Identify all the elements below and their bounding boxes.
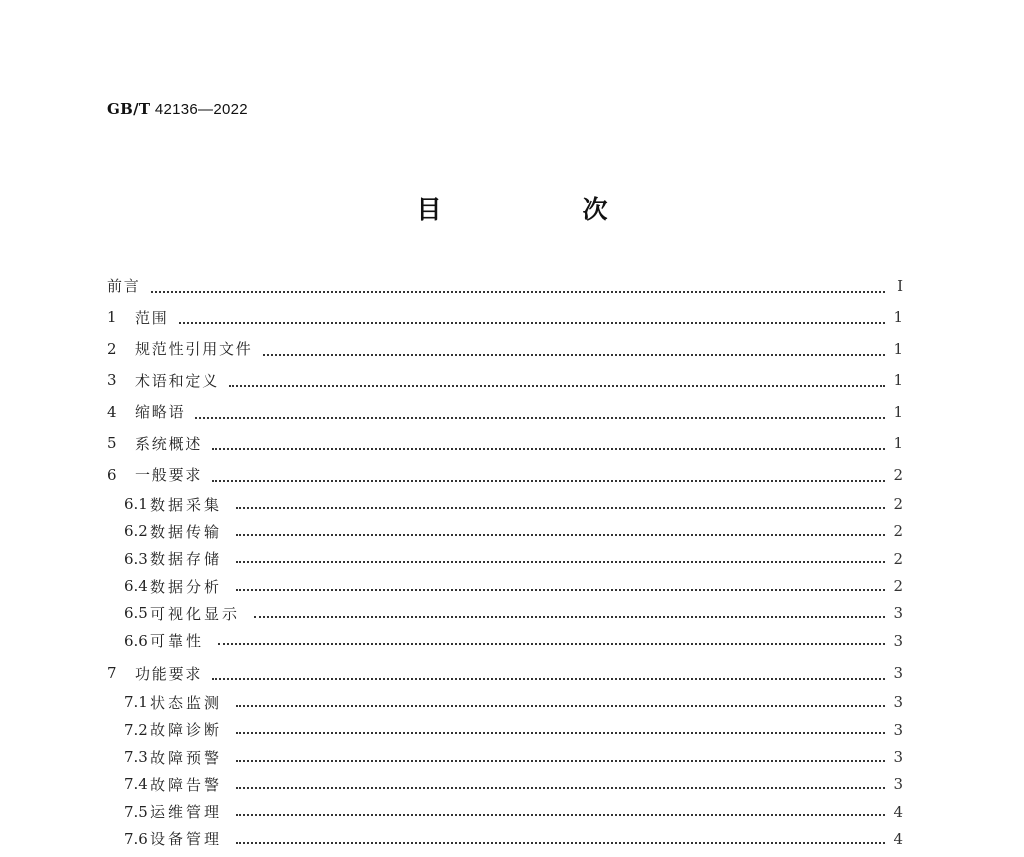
toc-entry-page: 1 (893, 308, 903, 327)
toc-entry-number: 7.6 (124, 829, 148, 848)
toc-entry-number: 6.1 (124, 495, 148, 514)
toc-dot-leader (236, 492, 885, 509)
toc-entry-number: 6.2 (124, 522, 148, 541)
toc-entry-label: 数据存储 (150, 550, 223, 569)
toc-entry-label: 数据传输 (150, 522, 223, 541)
toc-entry[interactable] (107, 572, 903, 599)
toc-title: 目 次 (416, 195, 666, 224)
toc-entry-label: 功能要求 (135, 664, 203, 683)
toc-entry[interactable] (107, 825, 903, 852)
toc-entry-page: 3 (893, 693, 903, 712)
toc-entry-page: 2 (893, 465, 903, 484)
toc-entry[interactable] (107, 771, 903, 798)
toc-entry-number: 7.2 (124, 720, 148, 739)
toc-dot-leader (179, 307, 885, 324)
toc-entry-page: 2 (893, 522, 903, 541)
toc-entry-page: 2 (893, 549, 903, 568)
toc-entry-label: 数据采集 (150, 495, 223, 514)
toc-entry-label: 前言 (107, 277, 141, 296)
toc-entry-page: 4 (893, 829, 903, 848)
toc-entry-label: 系统概述 (135, 434, 203, 453)
toc-entry-label: 运维管理 (150, 803, 223, 822)
toc-entry-label: 状态监测 (150, 693, 223, 712)
toc-dot-leader (236, 745, 885, 762)
toc-entry-number: 7.1 (124, 693, 148, 712)
table-of-contents (107, 270, 903, 853)
toc-entry[interactable] (107, 657, 903, 689)
toc-entry-page: 1 (893, 371, 903, 390)
toc-dot-leader (212, 465, 885, 482)
toc-entry[interactable] (107, 545, 903, 572)
toc-entry[interactable] (107, 743, 903, 770)
toc-dot-leader (236, 546, 885, 563)
toc-entry-label: 故障告警 (150, 775, 223, 794)
toc-entry[interactable] (107, 333, 903, 365)
toc-entry[interactable] (107, 798, 903, 825)
toc-entry-page: 4 (893, 802, 903, 821)
toc-dot-leader (236, 690, 885, 707)
toc-entry-number: 7.5 (124, 802, 148, 821)
toc-dot-leader (218, 628, 885, 645)
toc-entry-page: 1 (893, 434, 903, 453)
toc-entry[interactable] (107, 302, 903, 334)
toc-entry-label: 缩略语 (135, 403, 186, 422)
toc-entry-page: 2 (893, 495, 903, 514)
toc-entry[interactable] (107, 491, 903, 518)
toc-entry-number: 7.3 (124, 748, 148, 767)
standard-code-prefix: GB/T (107, 100, 151, 118)
toc-dot-leader (236, 827, 885, 844)
toc-entry-number: 1 (107, 308, 117, 327)
toc-entry-label: 故障诊断 (150, 721, 223, 740)
toc-dot-leader (151, 276, 885, 293)
toc-dot-leader (254, 601, 885, 618)
toc-entry-page: 3 (893, 775, 903, 794)
toc-dot-leader (236, 799, 885, 816)
toc-entry[interactable] (107, 689, 903, 716)
toc-entry[interactable] (107, 270, 903, 302)
toc-entry[interactable] (107, 459, 903, 491)
toc-entry[interactable] (107, 428, 903, 460)
toc-entry-page: 3 (893, 604, 903, 623)
toc-entry-number: 6.4 (124, 577, 148, 596)
toc-entry[interactable] (107, 365, 903, 397)
toc-entry-label: 范围 (135, 308, 169, 327)
toc-entry-label: 故障预警 (150, 748, 223, 767)
toc-dot-leader (212, 433, 885, 450)
toc-entry-page: 2 (893, 577, 903, 596)
toc-entry-number: 6 (107, 465, 117, 484)
toc-entry-label: 可视化显示 (150, 604, 241, 623)
toc-entry-page: 1 (893, 339, 903, 358)
toc-entry-number: 2 (107, 339, 117, 358)
toc-entry-page: 3 (893, 631, 903, 650)
toc-entry-label: 一般要求 (135, 466, 203, 485)
toc-dot-leader (236, 519, 885, 536)
toc-dot-leader (236, 717, 885, 734)
toc-dot-leader (212, 663, 885, 680)
toc-entry-page: 3 (893, 664, 903, 683)
toc-entry-number: 5 (107, 434, 117, 453)
toc-entry-label: 规范性引用文件 (135, 340, 253, 359)
standard-code (107, 100, 248, 118)
toc-entry[interactable] (107, 518, 903, 545)
toc-entry-label: 术语和定义 (135, 371, 220, 390)
toc-entry-page: Ⅰ (897, 276, 903, 295)
toc-dot-leader (195, 402, 885, 419)
standard-code-number: 42136—2022 (154, 101, 248, 118)
toc-dot-leader (236, 574, 885, 591)
toc-entry-number: 7.4 (124, 775, 148, 794)
toc-entry[interactable] (107, 396, 903, 428)
toc-entry[interactable] (107, 627, 903, 654)
toc-dot-leader (229, 370, 885, 387)
toc-entry-number: 4 (107, 402, 117, 421)
toc-entry-page: 3 (893, 748, 903, 767)
toc-entry-number: 6.5 (124, 604, 148, 623)
toc-entry[interactable] (107, 600, 903, 627)
toc-entry-label: 可靠性 (150, 632, 205, 651)
toc-entry-page: 1 (893, 402, 903, 421)
toc-entry-page: 3 (893, 720, 903, 739)
toc-entry[interactable] (107, 716, 903, 743)
toc-entry-number: 7 (107, 664, 117, 683)
toc-entry-label: 数据分析 (150, 577, 223, 596)
toc-dot-leader (236, 772, 885, 789)
toc-entry-number: 6.6 (124, 631, 148, 650)
toc-dot-leader (263, 339, 885, 356)
toc-entry-number: 3 (107, 371, 117, 390)
toc-entry-label: 设备管理 (150, 830, 223, 849)
toc-entry-number: 6.3 (124, 549, 148, 568)
